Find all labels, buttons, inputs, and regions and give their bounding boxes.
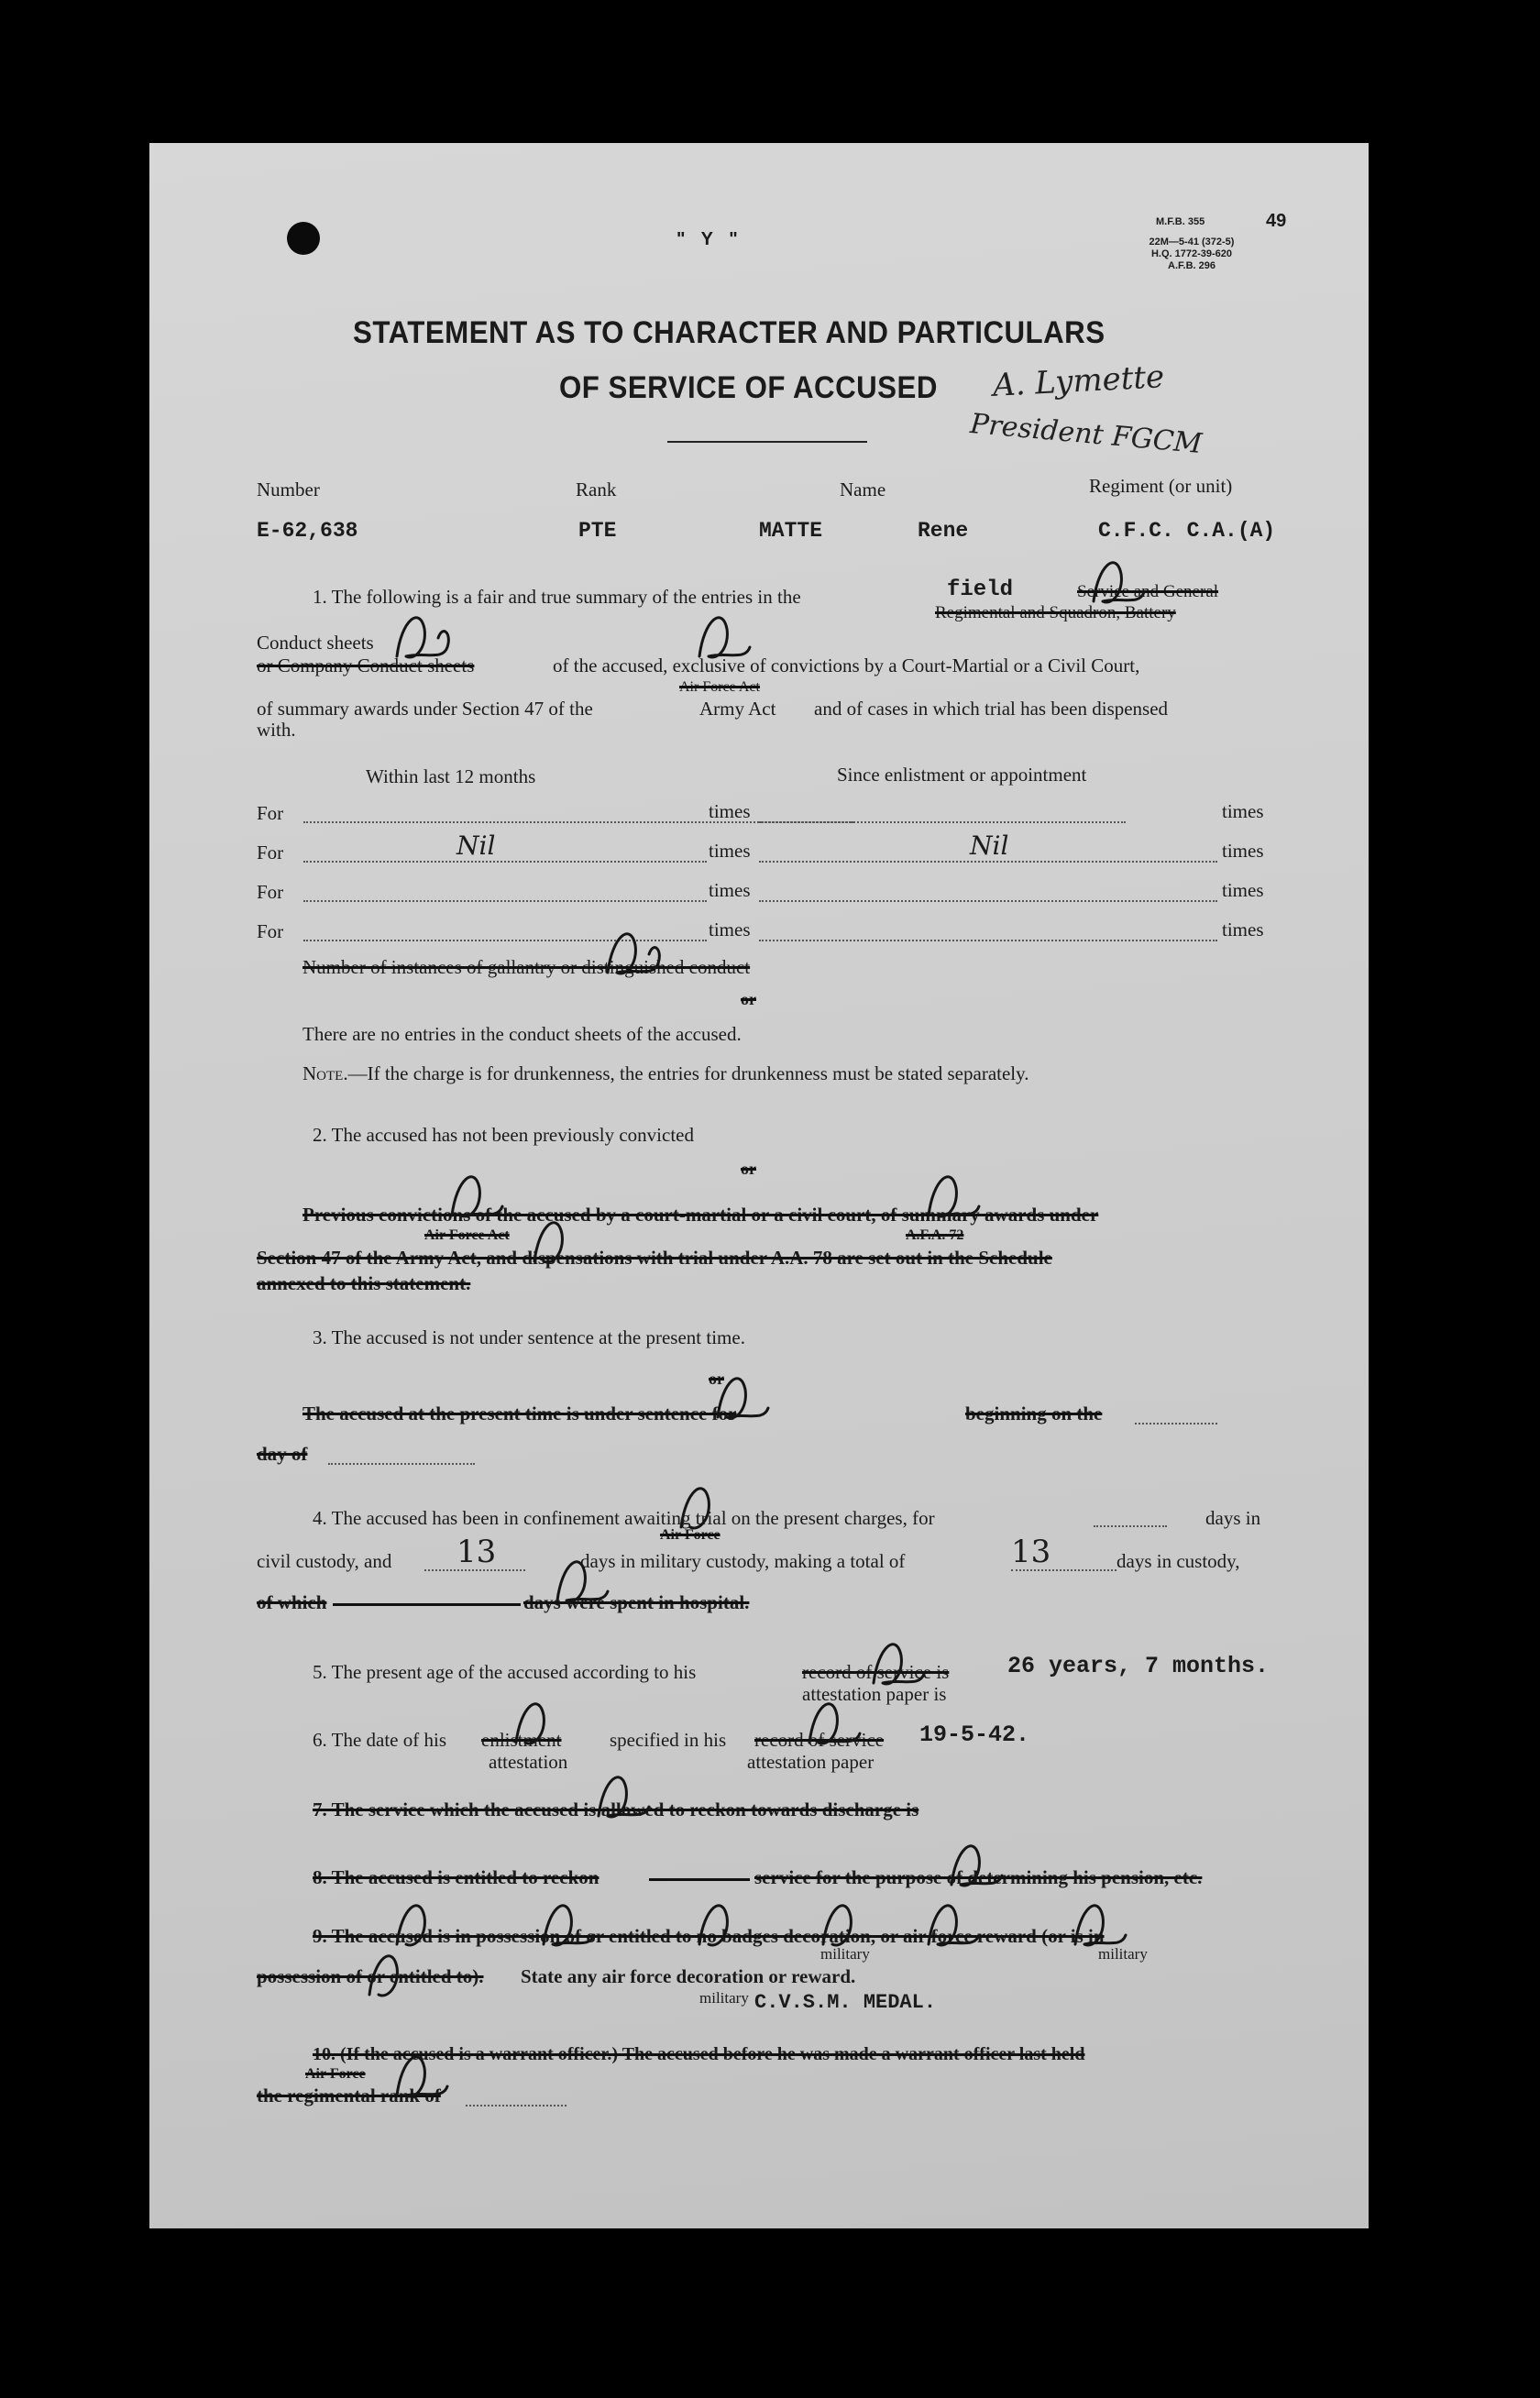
s9-military-3: military <box>699 1989 749 2007</box>
title-rule <box>667 441 867 443</box>
s3-beginning: beginning on the <box>965 1402 1103 1424</box>
s10-struck-line-1: 10. (If the accused is a warrant officer.) The accused before he was made a warrant officer last held <box>313 2044 1085 2064</box>
s2-or: or <box>741 1160 756 1178</box>
times-label: times <box>1222 918 1264 940</box>
s1-conduct-sheets: Conduct sheets <box>257 632 374 654</box>
s1-struck-service: Service and General <box>1077 582 1219 601</box>
s6-date: 19-5-42. <box>919 1722 1030 1748</box>
rank-value: PTE <box>578 519 617 543</box>
s5-struck-record: record of service is <box>802 1661 950 1683</box>
s3-not-under-sentence: 3. The accused is not under sentence at the present time. <box>313 1326 745 1348</box>
s6-text: 6. The date of his <box>313 1729 446 1751</box>
s4-struck-hospital-2: days were spent in hospital. <box>523 1591 750 1613</box>
s1-struck-gallantry: Number of instances of gallantry or distinguished conduct <box>302 956 751 978</box>
s4-days-in-custody: days in custody, <box>1116 1550 1240 1572</box>
s1-field: field <box>947 578 1014 602</box>
times-label: times <box>709 918 751 940</box>
times-label: times <box>1222 840 1264 862</box>
initial-mark <box>699 618 750 657</box>
s4-air-force: Air Force <box>660 1527 720 1543</box>
for-label: For <box>257 802 284 824</box>
s9-military-1: military <box>820 1945 870 1963</box>
col-since-enlistment: Since enlistment or appointment <box>837 764 1087 786</box>
s1-line-d: and of cases in which trial has been dispensed <box>814 698 1169 720</box>
for-label: For <box>257 920 284 942</box>
s1-note <box>302 1062 1029 1085</box>
times-label: times <box>1222 800 1264 822</box>
page-number: 49 <box>1266 211 1287 231</box>
label-rank: Rank <box>576 478 617 500</box>
s2-struck-line-1: Previous convictions of the accused by a court-martial or a civil court, of summary awards under <box>302 1204 1099 1226</box>
times-label: times <box>1222 879 1264 901</box>
s2-struck-line-2: Section 47 of the Army Act, and dispensations with trial under A.A. 78 are set out in the Schedule <box>257 1247 1052 1269</box>
s2-air-force-act: Air Force Act <box>424 1227 510 1243</box>
s5-attestation: attestation paper is <box>802 1683 947 1705</box>
for-label: For <box>257 842 284 864</box>
s3-struck-line-1: The accused at the present time is under sentence for <box>302 1402 737 1424</box>
s5-text: 5. The present age of the accused according to his <box>313 1661 697 1683</box>
s1-line-e: with. <box>257 719 296 741</box>
s5-age: 26 years, 7 months. <box>1007 1653 1270 1679</box>
times-label: times <box>709 840 751 862</box>
note-label: Note. <box>302 1062 348 1084</box>
s9-military-2: military <box>1098 1945 1148 1963</box>
nil-since: Nil <box>970 830 1009 861</box>
nil-within: Nil <box>456 830 496 861</box>
times-label: times <box>709 800 751 822</box>
s6-struck-enlistment: enlistment <box>481 1729 562 1751</box>
s2-struck-line-3: annexed to this statement. <box>257 1272 471 1294</box>
y-mark: " Y " <box>676 229 743 249</box>
s1-or: or <box>741 990 756 1008</box>
punch-hole <box>287 222 320 255</box>
print-codes: 22M—5-41 (372-5) H.Q. 1772-39-620 A.F.B. 296 <box>1149 236 1235 271</box>
s4-line-1: 4. The accused has been in confinement awaiting trial on the present charges, for <box>313 1507 935 1529</box>
s6-attestation: attestation <box>489 1751 568 1773</box>
s6-struck-record: record of service <box>754 1729 885 1751</box>
handwritten-signature: A. Lymette <box>992 358 1166 404</box>
s7-struck: 7. The service which the accused is allowed to reckon towards discharge is <box>313 1798 919 1820</box>
label-regiment: Regiment (or unit) <box>1089 475 1233 497</box>
s4-total-days: 13 <box>1011 1534 1051 1570</box>
s3-day-of: day of <box>257 1443 308 1465</box>
s4-struck-hospital: of which <box>257 1591 327 1613</box>
form-code: M.F.B. 355 <box>1156 216 1205 227</box>
note-text: —If the charge is for drunkenness, the entries for drunkenness must be stated separately. <box>347 1062 1029 1084</box>
handwritten-signature-title: President FGCM <box>968 408 1204 460</box>
s1-line-b: of the accused, exclusive of convictions by a Court-Martial or a Civil Court, <box>553 654 1140 676</box>
s1-line-a: 1. The following is a fair and true summary of the entries in the <box>313 586 801 608</box>
s6-specified: specified in his <box>610 1729 727 1751</box>
for-label: For <box>257 881 284 903</box>
s9-medal: C.V.S.M. MEDAL. <box>754 1991 937 2014</box>
s1-army-act: Army Act <box>699 698 776 720</box>
s1-air-force-act: Air Force Act <box>679 679 760 695</box>
s1-struck-regimental: Regimental and Squadron, Battery <box>935 603 1176 622</box>
times-label: times <box>709 879 751 901</box>
given-name-value: Rene <box>918 519 969 543</box>
label-name: Name <box>840 478 886 500</box>
label-number: Number <box>257 478 320 500</box>
s2-not-convicted: 2. The accused has not been previously convicted <box>313 1124 694 1146</box>
title-line-1: STATEMENT AS TO CHARACTER AND PARTICULARS <box>353 315 1106 350</box>
initial-mark <box>397 618 448 657</box>
s10-air-force: Air Force <box>305 2066 366 2082</box>
s9-struck-line-2: possession of or entitled to). <box>257 1965 484 1987</box>
s6-attestation-paper: attestation paper <box>747 1751 874 1773</box>
service-number: E-62,638 <box>257 519 358 543</box>
s9-state: State any air force decoration or reward. <box>521 1965 856 1987</box>
s8-struck-2: service for the purpose of determining his pension, etc. <box>754 1866 1203 1888</box>
s2-afa-ref: A.F.A. 72 <box>906 1227 964 1243</box>
s3-or: or <box>709 1370 724 1388</box>
s8-struck: 8. The accused is entitled to reckon <box>313 1866 600 1888</box>
s10-struck-line-2: the regimental rank of <box>257 2084 441 2106</box>
s4-military-days: 13 <box>456 1534 497 1570</box>
s1-struck-company: or Company Conduct sheets <box>257 654 475 676</box>
s9-struck-line-1: 9. The accused is in possession of or entitled to no badges decoration, or air force reward (or is in <box>313 1925 1105 1947</box>
title-line-2: OF SERVICE OF ACCUSED <box>559 370 938 405</box>
s4-days-military: days in military custody, making a total of <box>580 1550 906 1572</box>
regiment-value: C.F.C. C.A.(A) <box>1098 519 1276 543</box>
col-within-12-months: Within last 12 months <box>366 765 536 787</box>
s4-days-in: days in <box>1205 1507 1261 1529</box>
s4-civil-custody: civil custody, and <box>257 1550 392 1572</box>
surname-value: MATTE <box>759 519 823 543</box>
s1-no-entries: There are no entries in the conduct sheets of the accused. <box>302 1023 742 1045</box>
s1-line-c: of summary awards under Section 47 of the <box>257 698 593 720</box>
document-sheet <box>149 143 1369 2228</box>
